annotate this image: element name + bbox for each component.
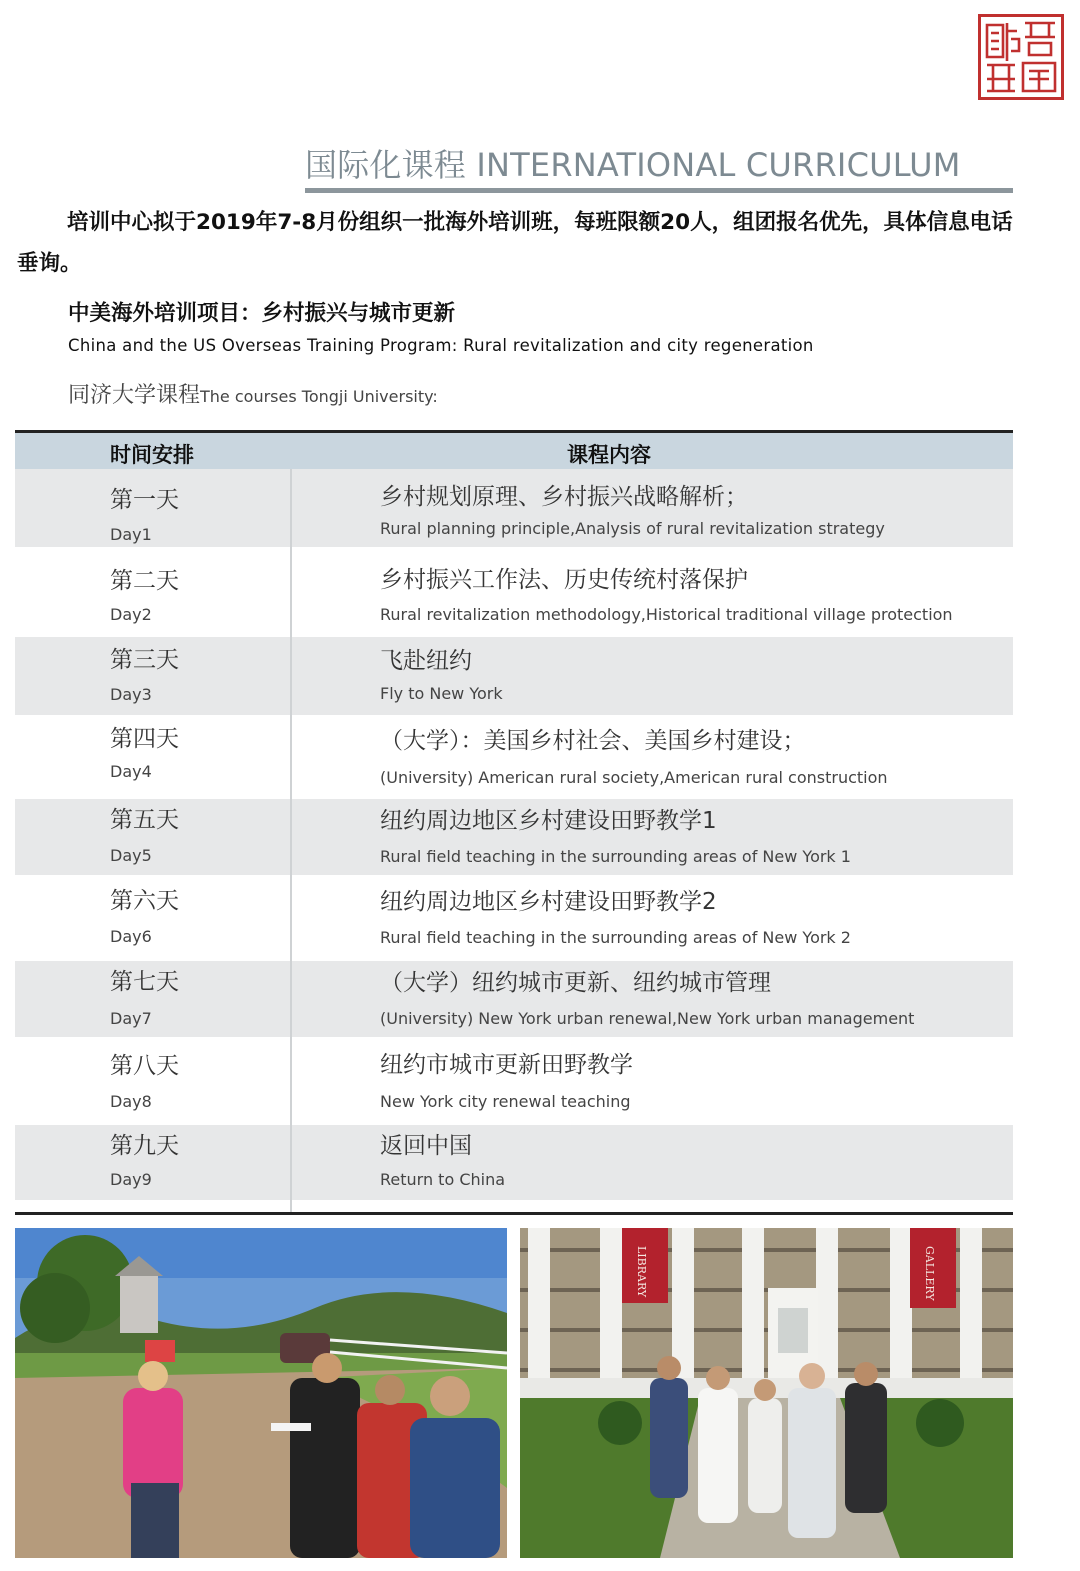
day-cn: 第五天 bbox=[110, 807, 179, 833]
table-row bbox=[15, 469, 1013, 547]
table-row bbox=[15, 1125, 1013, 1200]
table-row bbox=[15, 961, 1013, 1037]
intro-paragraph: 培训中心拟于2019年7-8月份组织一批海外培训班，每班限额20人，组团报名优先，具体信息电话垂询。 bbox=[17, 210, 1013, 276]
day-cn: 第三天 bbox=[110, 647, 179, 673]
courses-label bbox=[68, 378, 438, 409]
gallery-banner-text: GALLERY bbox=[923, 1246, 936, 1301]
table-row bbox=[15, 799, 1013, 875]
table-row bbox=[15, 875, 1013, 961]
day-cn: 第一天 bbox=[110, 487, 179, 513]
course-cn: 纽约周边地区乡村建设田野教学1 bbox=[380, 808, 717, 834]
seal-glyph-icon bbox=[981, 17, 1061, 97]
program-title-en: China and the US Overseas Training Program: Rural revitalization and city regeneration bbox=[68, 336, 814, 355]
table-row bbox=[15, 715, 1013, 799]
day-cn: 第二天 bbox=[110, 568, 179, 594]
course-cn: （大学）：美国乡村社会、美国乡村建设； bbox=[380, 728, 806, 754]
course-cn: 返回中国 bbox=[380, 1133, 472, 1159]
course-cn: 乡村规划原理、乡村振兴战略解析； bbox=[380, 484, 748, 510]
rural-field-photo bbox=[15, 1228, 507, 1558]
day-cn: 第四天 bbox=[110, 726, 179, 752]
day-cn: 第六天 bbox=[110, 888, 179, 914]
course-en: Rural field teaching in the surrounding areas of New York 1 bbox=[380, 847, 851, 866]
course-cn: 纽约市城市更新田野教学 bbox=[380, 1052, 633, 1078]
day-cn: 第九天 bbox=[110, 1133, 179, 1159]
day-en: Day7 bbox=[110, 1009, 152, 1028]
table-bottom-rule bbox=[15, 1212, 1013, 1215]
day-en: Day5 bbox=[110, 846, 152, 865]
library-banner-text: LIBRARY bbox=[635, 1246, 648, 1298]
section-title: 国际化课程 INTERNATIONAL CURRICULUM bbox=[305, 146, 961, 184]
course-en: (University) New York urban renewal,New York urban management bbox=[380, 1009, 915, 1028]
table-row bbox=[15, 637, 1013, 715]
course-cn: 乡村振兴工作法、历史传统村落保护 bbox=[380, 567, 748, 593]
day-en: Day3 bbox=[110, 685, 152, 704]
day-en: Day6 bbox=[110, 927, 152, 946]
program-title-cn: 中美海外培训项目：乡村振兴与城市更新 bbox=[68, 301, 456, 326]
course-cn: 纽约周边地区乡村建设田野教学2 bbox=[380, 889, 717, 915]
table-row bbox=[15, 1037, 1013, 1125]
column-divider bbox=[290, 469, 292, 1213]
courses-label-cn: 同济大学课程 bbox=[68, 383, 201, 408]
course-en: Fly to New York bbox=[380, 684, 503, 703]
day-en: Day9 bbox=[110, 1170, 152, 1189]
table-header bbox=[15, 433, 1013, 469]
day-en: Day8 bbox=[110, 1092, 152, 1111]
courses-label-en: The courses Tongji University: bbox=[200, 387, 438, 406]
day-cn: 第七天 bbox=[110, 969, 179, 995]
course-en: Return to China bbox=[380, 1170, 506, 1189]
campus-visit-photo bbox=[520, 1228, 1013, 1558]
course-en: New York city renewal teaching bbox=[380, 1092, 631, 1111]
course-en: Rural planning principle,Analysis of rural revitalization strategy bbox=[380, 519, 885, 538]
header-content: 课程内容 bbox=[567, 443, 651, 467]
schedule-table bbox=[15, 430, 1013, 1215]
course-cn: （大学）纽约城市更新、纽约城市管理 bbox=[380, 970, 771, 996]
day-en: Day1 bbox=[110, 525, 152, 544]
course-en: (University) American rural society,American rural construction bbox=[380, 768, 888, 787]
day-en: Day4 bbox=[110, 762, 152, 781]
seal-logo bbox=[978, 14, 1064, 100]
day-en: Day2 bbox=[110, 605, 152, 624]
day-cn: 第八天 bbox=[110, 1053, 179, 1079]
header-time: 时间安排 bbox=[110, 443, 194, 467]
course-en: Rural field teaching in the surrounding areas of New York 2 bbox=[380, 928, 851, 947]
course-en: Rural revitalization methodology,Historical traditional village protection bbox=[380, 605, 953, 624]
course-cn: 飞赴纽约 bbox=[380, 648, 472, 674]
table-row bbox=[15, 547, 1013, 637]
title-underline bbox=[305, 188, 1013, 193]
